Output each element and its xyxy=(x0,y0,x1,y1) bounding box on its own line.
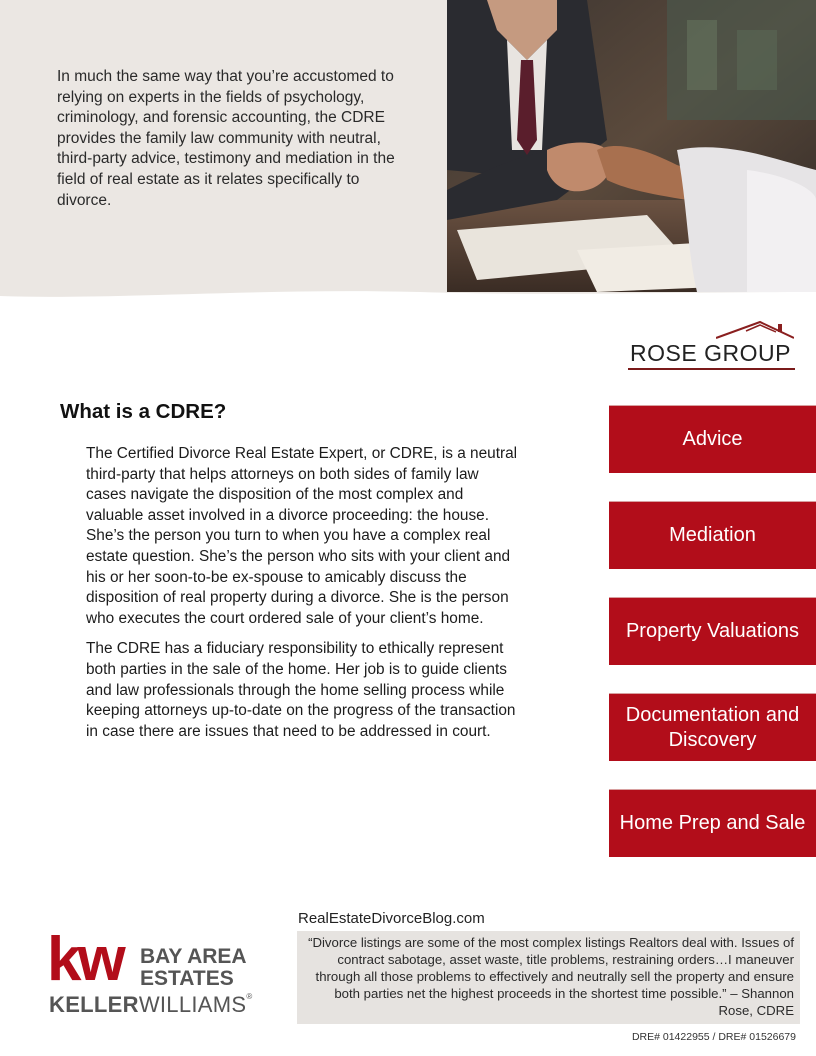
kw-mark-icon xyxy=(47,928,135,988)
intro-paragraph: In much the same way that you’re accustomed to relying on experts in the fields of psychology, criminology, and forensic accounting, the CDRE provides the family law community with neutral, third-party advice, testimony and mediation in the field of real estate as it relates specifically to divorce. xyxy=(57,68,395,209)
kw-wordmark xyxy=(49,992,253,1018)
dre-license-numbers: DRE# 01422955 / DRE# 01526679 xyxy=(631,1031,796,1043)
rose-group-logo xyxy=(628,320,796,372)
roof-icon xyxy=(716,320,794,340)
service-documentation-discovery: Documentation and Discovery xyxy=(609,693,816,761)
logo-underline xyxy=(628,368,795,370)
blog-url: RealEstateDivorceBlog.com xyxy=(298,910,485,927)
service-home-prep-sale: Home Prep and Sale xyxy=(609,789,816,857)
kw-office-line-1: BAY AREA xyxy=(140,945,247,968)
service-mediation: Mediation xyxy=(609,501,816,569)
kw-williams-text: WILLIAMS xyxy=(138,992,247,1017)
service-advice: Advice xyxy=(609,405,816,473)
kw-keller-text: KELLER xyxy=(49,992,139,1017)
service-property-valuations: Property Valuations xyxy=(609,597,816,665)
body-paragraph-1: The Certified Divorce Real Estate Expert, or CDRE, is a neutral third-party that helps attorneys on both sides of family law cases navigate the disposition of the most complex and valuable asset involved in a divorce proceeding: the house. She’s the person you turn to when you have a complex real estate question. She’s the person who sits with your client and his or her soon-to-be ex-spouse to amicably discuss the disposition of real property during a divorce. She is the person who executes the court ordered sale of your client’s home. xyxy=(86,445,518,627)
kw-office-name xyxy=(140,946,247,990)
section-heading: What is a CDRE? xyxy=(60,400,227,423)
kw-registered-mark: ® xyxy=(246,992,253,1001)
kw-office-line-2: ESTATES xyxy=(140,967,234,990)
rose-group-wordmark: ROSE GROUP xyxy=(630,340,791,366)
body-paragraph-2: The CDRE has a fiduciary responsibility to ethically represent both parties in the sale of the home. Her job is to guide clients and law professionals through the home selling process while keeping attorneys up-to-date on the progress of the transaction in case there are issues that need to be addressed in court. xyxy=(86,640,516,740)
svg-text:kw: kw xyxy=(47,928,122,988)
section-body xyxy=(86,444,518,752)
keller-williams-logo xyxy=(47,928,253,1020)
handshake-photo xyxy=(447,0,816,292)
testimonial-quote: “Divorce listings are some of the most complex listings Realtors deal with. Issues of contract sabotage, asset waste, title problems, restraining orders…I maneuver through all those problems to effectively and neutrally sell the property and ensure both parties net the highest proceeds in the shortest time possible.” – Shannon Rose, CDRE xyxy=(297,931,800,1024)
